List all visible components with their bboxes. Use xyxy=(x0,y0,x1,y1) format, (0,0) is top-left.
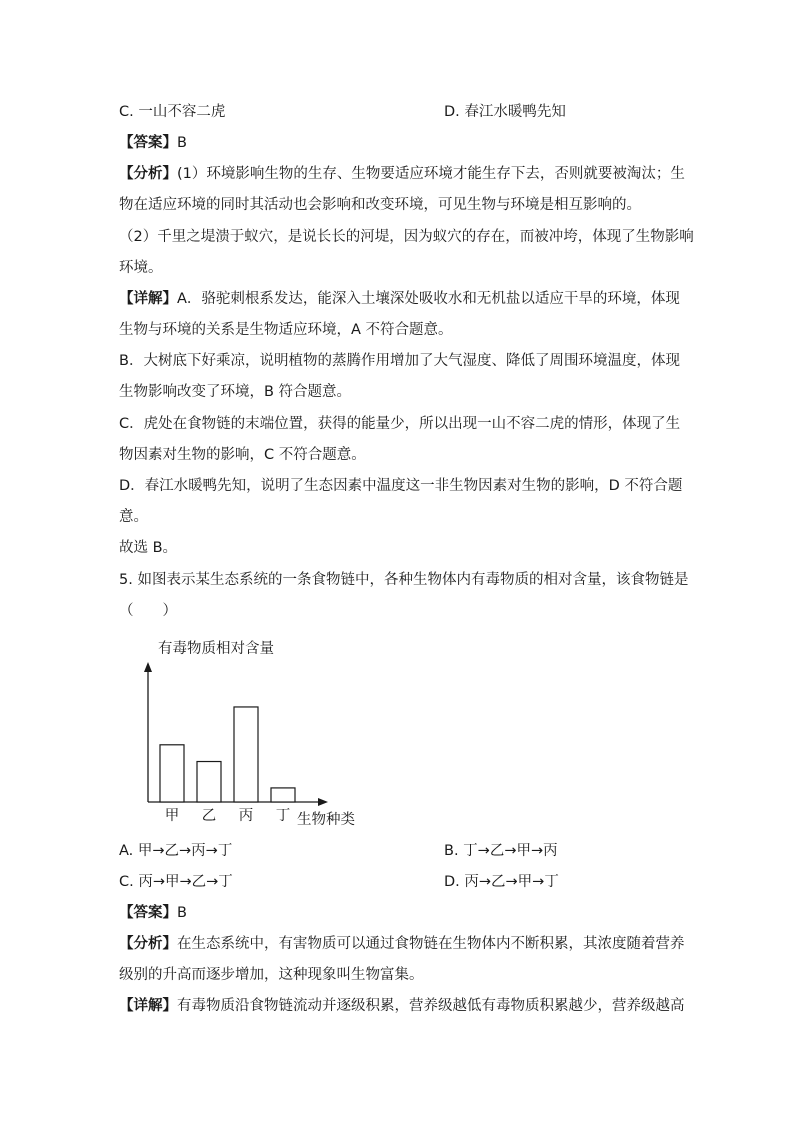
q5-answer-line xyxy=(119,903,187,923)
question-5-blank: （ ） xyxy=(119,603,177,619)
y-axis-label: 有毒物质相对含量 xyxy=(158,641,274,657)
bar-2 xyxy=(197,762,221,802)
q5-option-b: B. 丁→乙→甲→丙 xyxy=(444,843,558,859)
option-d: D. 春江水暖鸭先知 xyxy=(444,104,566,120)
answer-tag: 【答案】 xyxy=(119,135,177,151)
detail-line-9: 故选 B。 xyxy=(119,540,178,556)
detail-tag: 【详解】 xyxy=(119,291,177,307)
analysis-line-3: （2）千里之堤溃于蚁穴，是说长长的河堤，因为蚁穴的存在，而被冲垮，体现了生物影响 xyxy=(119,229,694,245)
x-tick-label-3: 丙 xyxy=(238,808,254,824)
x-axis-label: 生物种类 xyxy=(297,812,355,828)
detail-line-2: 生物与环境的关系是生物适应环境，A 不符合题意。 xyxy=(119,322,453,338)
toxin-bar-chart xyxy=(140,636,380,832)
detail-line-7: D．春江水暖鸭先知，说明了生态因素中温度这一非生物因素对生物的影响，D 不符合题 xyxy=(119,478,683,494)
q5-analysis-tag: 【分析】 xyxy=(119,936,177,952)
x-tick-label-4: 丁 xyxy=(275,808,291,824)
bar-4 xyxy=(271,788,295,802)
q5-analysis-line-2: 级别的升高而逐步增加，这种现象叫生物富集。 xyxy=(119,967,424,983)
q5-option-c: C. 丙→甲→乙→丁 xyxy=(119,874,233,890)
q5-analysis-text: 在生态系统中，有害物质可以通过食物链在生物体内不断积累，其浓度随着营养 xyxy=(177,936,685,952)
analysis-line-1 xyxy=(119,164,685,184)
bar-1 xyxy=(160,745,184,802)
q5-answer-tag: 【答案】 xyxy=(119,905,177,921)
answer-line xyxy=(119,133,187,153)
question-5-stem: 5. 如图表示某生态系统的一条食物链中，各种生物体内有毒物质的相对含量，该食物链是 xyxy=(119,572,689,588)
bar-3 xyxy=(234,707,258,802)
detail-line-4: 生物影响改变了环境，B 符合题意。 xyxy=(119,384,352,400)
x-axis-arrow xyxy=(318,798,328,806)
detail-line-3: B．大树底下好乘凉，说明植物的蒸腾作用增加了大气湿度、降低了周围环境温度，体现 xyxy=(119,353,680,369)
y-axis-arrow xyxy=(144,662,152,672)
detail-line-1 xyxy=(119,289,680,309)
x-tick-label-1: 甲 xyxy=(164,808,180,824)
answer-value: B xyxy=(177,135,187,151)
option-c: C. 一山不容二虎 xyxy=(119,104,226,120)
detail-line-5: C．虎处在食物链的末端位置，获得的能量少，所以出现一山不容二虎的情形，体现了生 xyxy=(119,416,681,432)
q5-detail-line-1 xyxy=(119,996,685,1016)
q5-analysis-line-1 xyxy=(119,934,685,954)
detail-line-8: 意。 xyxy=(119,509,148,525)
q5-detail-text: 有毒物质沿食物链流动并逐级积累，营养级越低有毒物质积累越少，营养级越高 xyxy=(177,998,685,1014)
analysis-tag: 【分析】 xyxy=(119,166,177,182)
analysis-text: (1）环境影响生物的生存、生物要适应环境才能生存下去，否则就要被淘汰；生 xyxy=(177,166,685,182)
detail-line-6: 物因素对生物的影响，C 不符合题意。 xyxy=(119,447,366,463)
q5-option-a: A. 甲→乙→丙→丁 xyxy=(119,843,233,859)
q5-detail-tag: 【详解】 xyxy=(119,998,177,1014)
q5-option-d: D. 丙→乙→甲→丁 xyxy=(444,874,559,890)
x-tick-label-2: 乙 xyxy=(201,808,217,824)
analysis-line-2: 物在适应环境的同时其活动也会影响和改变环境，可见生物与环境是相互影响的。 xyxy=(119,197,641,213)
analysis-line-4: 环境。 xyxy=(119,260,163,276)
detail-text: A．骆驼刺根系发达，能深入土壤深处吸收水和无机盐以适应干旱的环境，体现 xyxy=(177,291,680,307)
q5-answer-value: B xyxy=(177,905,187,921)
